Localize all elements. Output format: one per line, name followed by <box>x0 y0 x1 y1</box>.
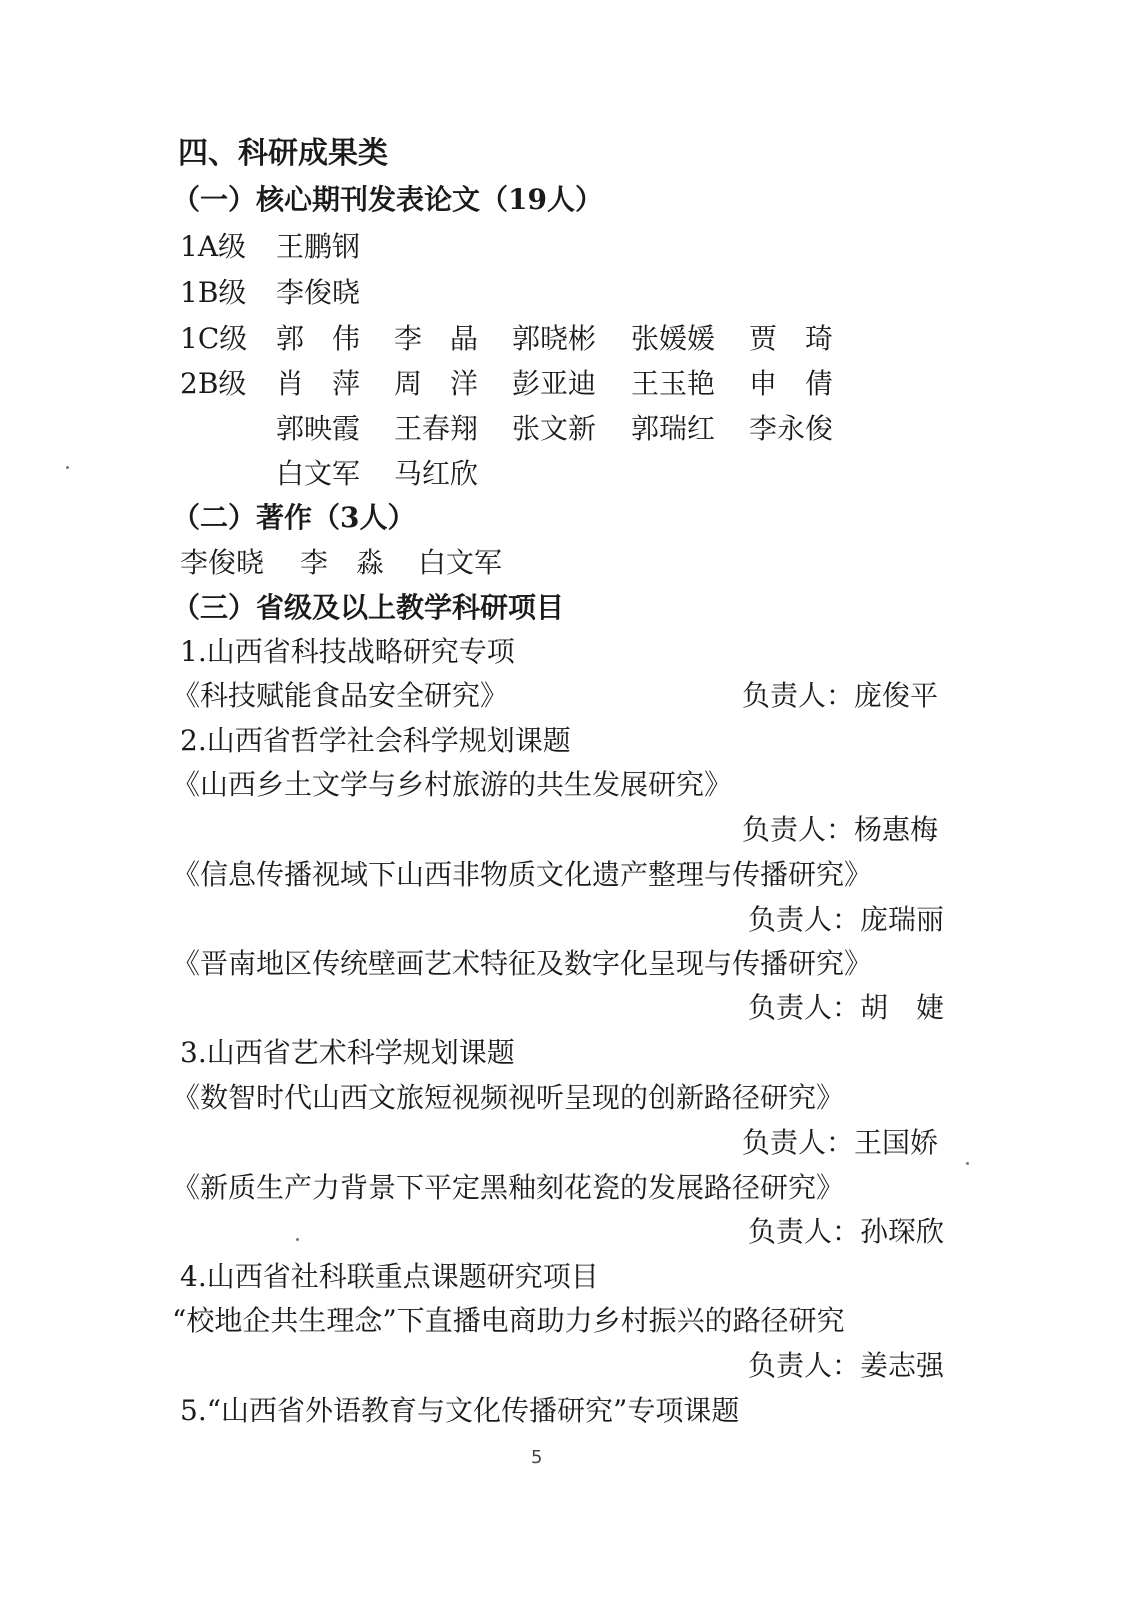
name-2b-2: 周 洋 <box>394 367 479 400</box>
project-title: 《新质生产力背景下平定黑釉刻花瓷的发展路径研究》 <box>172 1171 845 1204</box>
project-title: 《山西乡土文学与乡村旅游的共生发展研究》 <box>172 768 733 801</box>
name-1c-3: 郭晓彬 <box>512 322 597 355</box>
project-leader: 负责人：孙琛欣 <box>748 1215 945 1248</box>
name-1c-4: 张媛媛 <box>631 322 716 355</box>
name-2b-1: 肖 萍 <box>276 367 361 400</box>
project-leader: 负责人：庞俊平 <box>742 679 939 712</box>
project-category-3: 3.山西省艺术科学规划课题 <box>180 1036 515 1069</box>
name-1c-1: 郭 伟 <box>276 322 361 355</box>
subsection-books-title: （二）著作（3人） <box>172 501 416 534</box>
page-number: 5 <box>531 1447 543 1468</box>
project-leader: 负责人：王国娇 <box>742 1126 939 1159</box>
book-author-2: 李 淼 <box>300 546 385 579</box>
project-title: 《信息传播视域下山西非物质文化遗产整理与传播研究》 <box>172 858 873 891</box>
scan-speck <box>66 466 69 469</box>
name-1c-5: 贾 琦 <box>749 322 834 355</box>
project-category-1: 1.山西省科技战略研究专项 <box>180 635 515 668</box>
book-author-1: 李俊晓 <box>180 546 265 579</box>
name-2b-5: 申 倩 <box>749 367 834 400</box>
name-1c-2: 李 晶 <box>394 322 479 355</box>
name-2b-6: 郭映霞 <box>276 412 361 445</box>
project-leader: 负责人：胡 婕 <box>748 991 945 1024</box>
level-label-1b: 1B级 <box>180 276 247 309</box>
name-2b-11: 白文军 <box>276 457 361 490</box>
name-2b-3: 彭亚迪 <box>512 367 597 400</box>
book-author-3: 白文军 <box>418 546 503 579</box>
project-title: 《晋南地区传统壁画艺术特征及数字化呈现与传播研究》 <box>172 947 873 980</box>
project-title: “校地企共生理念”下直播电商助力乡村振兴的路径研究 <box>172 1304 845 1337</box>
name-2b-8: 张文新 <box>512 412 597 445</box>
project-title: 《数智时代山西文旅短视频视听呈现的创新路径研究》 <box>172 1081 845 1114</box>
subsection-journal-papers-title: （一）核心期刊发表论文（19人） <box>172 183 603 216</box>
scan-speck <box>966 1162 969 1165</box>
project-leader: 负责人：杨惠梅 <box>742 813 939 846</box>
name-2b-7: 王春翔 <box>394 412 479 445</box>
project-category-5: 5.“山西省外语教育与文化传播研究”专项课题 <box>180 1394 740 1427</box>
name-1b-1: 李俊晓 <box>276 276 361 309</box>
name-2b-10: 李永俊 <box>749 412 834 445</box>
level-label-1a: 1A级 <box>180 230 247 263</box>
section-title: 四、科研成果类 <box>178 136 388 171</box>
name-2b-12: 马红欣 <box>394 457 479 490</box>
project-category-4: 4.山西省社科联重点课题研究项目 <box>180 1260 599 1293</box>
project-title: 《科技赋能食品安全研究》 <box>172 679 509 712</box>
level-label-1c: 1C级 <box>180 322 248 355</box>
name-2b-9: 郭瑞红 <box>631 412 716 445</box>
name-1a-1: 王鹏钢 <box>276 230 361 263</box>
scan-speck <box>296 1238 299 1241</box>
subsection-projects-title: （三）省级及以上教学科研项目 <box>172 591 565 624</box>
name-2b-4: 王玉艳 <box>631 367 716 400</box>
project-leader: 负责人：姜志强 <box>748 1349 945 1382</box>
project-leader: 负责人：庞瑞丽 <box>748 903 945 936</box>
level-label-2b: 2B级 <box>180 367 247 400</box>
project-category-2: 2.山西省哲学社会科学规划课题 <box>180 724 571 757</box>
